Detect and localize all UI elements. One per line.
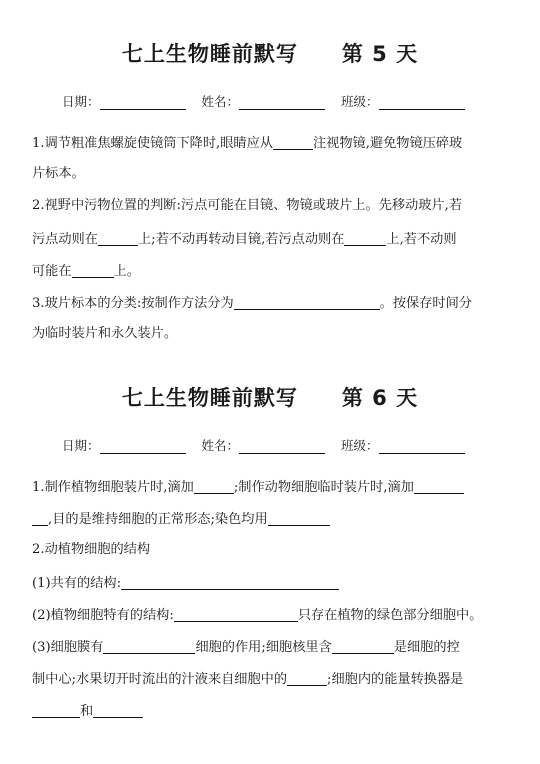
name-field[interactable] xyxy=(239,439,325,454)
blank[interactable] xyxy=(32,510,48,526)
day6-q2-2: (2)植物细胞特有的结构: 只存在植物的绿色部分细胞中。 xyxy=(32,608,483,623)
day6-q2-3-line3: 和 xyxy=(32,702,512,720)
day5-info-row xyxy=(62,92,475,110)
blank[interactable] xyxy=(414,478,464,494)
day6-q2-1: (1)共有的结构: xyxy=(32,574,512,592)
day6-q2-heading: 2.动植物细胞的结构 xyxy=(32,542,151,557)
date-field[interactable] xyxy=(100,95,186,110)
blank[interactable] xyxy=(93,702,143,718)
day5-q2-line2: 污点动则在 上;若不动再转动目镜,若污点动则在 上,若不动则 xyxy=(32,232,457,247)
class-field[interactable] xyxy=(379,95,465,110)
blank[interactable] xyxy=(121,574,339,590)
day5-q1-line1: 1.调节粗准焦螺旋使镜筒下降时,眼睛应从 注视物镜,避免物镜压碎玻 xyxy=(32,136,463,151)
day6-q1-line2: ,目的是维持细胞的正常形态;染色均用 xyxy=(32,510,512,528)
day5-q3-line2: 为临时装片和永久装片。 xyxy=(32,326,178,341)
class-label: 班级： xyxy=(341,438,379,453)
blank[interactable] xyxy=(174,606,298,622)
day6-title: 七上生物睡前默写 第 6 天 xyxy=(121,386,419,410)
day6-info-row xyxy=(62,436,475,454)
day5-q2-line1: 2.视野中污物位置的判断:污点可能在目镜、物镜或玻片上。先移动玻片,若 xyxy=(32,198,463,213)
date-label: 日期： xyxy=(62,438,100,453)
class-label: 班级： xyxy=(341,94,379,109)
name-label: 姓名： xyxy=(201,94,240,109)
blank[interactable] xyxy=(332,638,394,654)
blank[interactable] xyxy=(72,262,114,278)
blank[interactable] xyxy=(194,478,234,494)
name-label: 姓名： xyxy=(201,438,240,453)
blank[interactable] xyxy=(268,510,330,526)
class-field[interactable] xyxy=(379,439,465,454)
name-field[interactable] xyxy=(239,95,325,110)
day5-q3-line1: 3.玻片标本的分类:按制作方法分为 。按保存时间分 xyxy=(32,296,472,311)
blank[interactable] xyxy=(103,638,195,654)
date-label: 日期： xyxy=(62,94,100,109)
day6-q2-3-line2: 制中心;水果切开时流出的汁液来自细胞中的 ;细胞内的能量转换器是 xyxy=(32,672,464,687)
date-field[interactable] xyxy=(100,439,186,454)
blank[interactable] xyxy=(234,294,380,310)
day6-q2-3-line1: (3)细胞膜有 细胞的作用;细胞核里含 是细胞的控 xyxy=(32,640,460,655)
blank[interactable] xyxy=(287,670,327,686)
blank[interactable] xyxy=(32,702,80,718)
day6-q1-line1: 1.制作植物细胞装片时,滴加 ;制作动物细胞临时装片时,滴加 xyxy=(32,478,512,496)
day5-q1-line2: 片标本。 xyxy=(32,166,85,181)
day5-title: 七上生物睡前默写 第 5 天 xyxy=(121,42,419,66)
blank[interactable] xyxy=(273,134,313,150)
blank[interactable] xyxy=(98,230,138,246)
day5-q2-line3: 可能在 上。 xyxy=(32,264,140,279)
blank[interactable] xyxy=(344,230,386,246)
